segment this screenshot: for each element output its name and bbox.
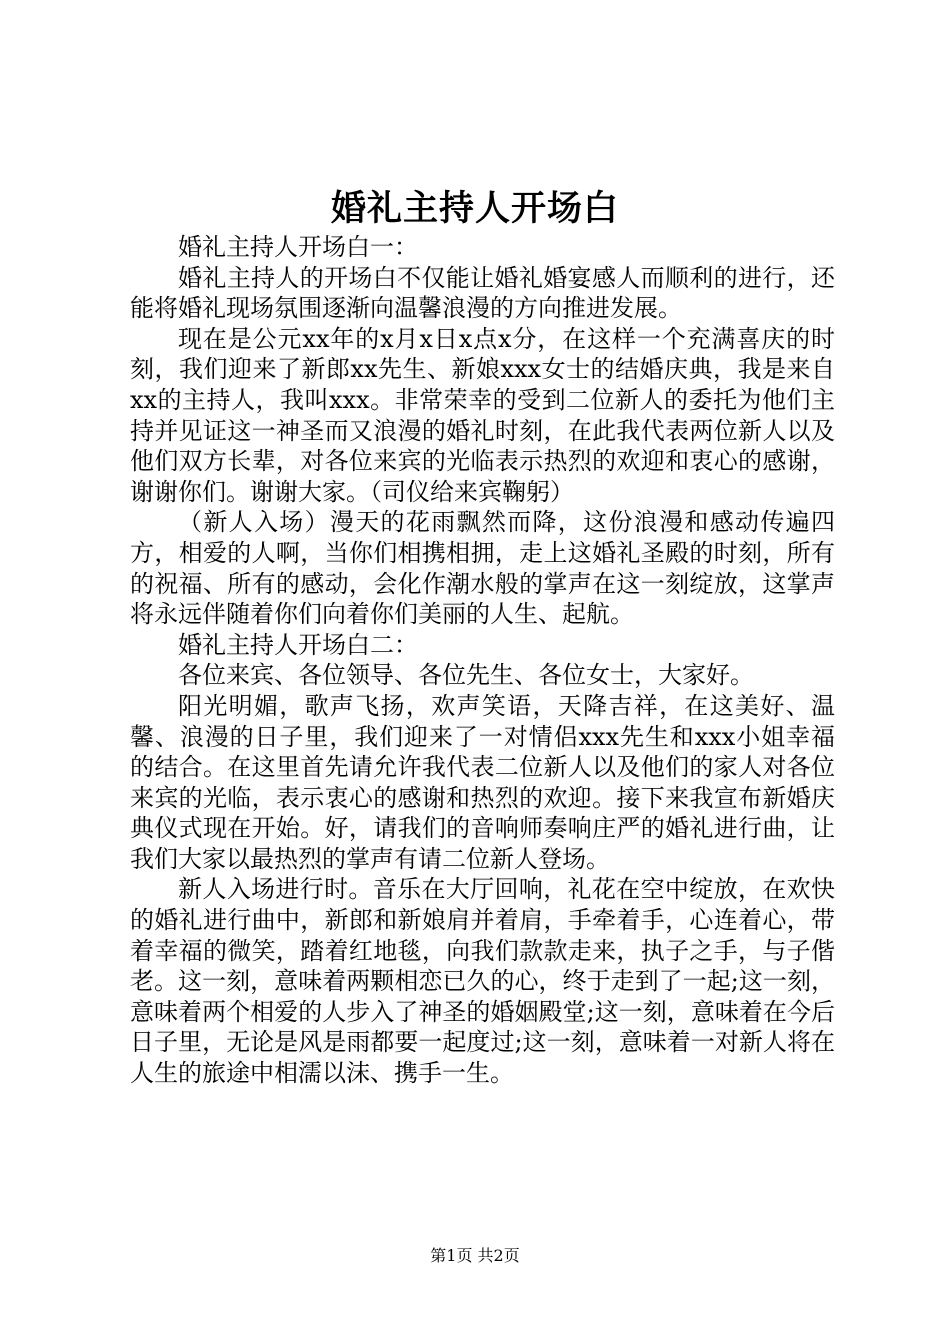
- section-heading-2: 婚礼主持人开场白二：: [178, 630, 418, 659]
- body-paragraph: 现在是公元xx年的x月x日x点x分，在这样一个充满喜庆的时刻，我们迎来了新郎xx先生、新娘xxx女士的结婚庆典，我是来自xx的主持人，我叫xxx。非常荣幸的受到二位新人的委托为他们主持并见证这一神圣而又浪漫的婚礼时刻，在此我代表两位新人以及他们双方长辈，对各位来宾的光临表示热烈的欢迎和衷心的感谢，谢谢你们。谢谢大家。（司仪给来宾鞠躬）: [130, 324, 835, 506]
- section-heading-1: 婚礼主持人开场白一：: [178, 233, 418, 261]
- body-paragraph: 新人入场进行时。音乐在大厅回响，礼花在空中绽放，在欢快的婚礼进行曲中，新郎和新娘肩并着肩，手牵着手，心连着心，带着幸福的微笑，踏着红地毯，向我们款款走来，执子之手，与子偕老。这一刻，意味着两颗相恋已久的心，终于走到了一起;这一刻，意味着两个相爱的人步入了神圣的婚姻殿堂;这一刻，意味着在今后日子里，无论是风是雨都要一起度过;这一刻，意味着一对新人将在人生的旅途中相濡以沫、携手一生。: [130, 875, 835, 1088]
- body-paragraph: （新人入场）漫天的花雨飘然而降，这份浪漫和感动传遍四方，相爱的人啊，当你们相携相拥，走上这婚礼圣殿的时刻，所有的祝福、所有的感动，会化作潮水般的掌声在这一刻绽放，这掌声将永远伴随着你们向着你们美丽的人生、起航。: [130, 508, 835, 629]
- body-paragraph: 婚礼主持人的开场白不仅能让婚礼婚宴感人而顺利的进行，还能将婚礼现场氛围逐渐向温馨浪漫的方向推进发展。: [130, 263, 835, 323]
- body-paragraph: 各位来宾、各位领导、各位先生、各位女士，大家好。: [178, 661, 754, 690]
- body-paragraph: 阳光明媚，歌声飞扬，欢声笑语，天降吉祥，在这美好、温馨、浪漫的日子里，我们迎来了一对情侣xxx先生和xxx小姐幸福的结合。在这里首先请允许我代表二位新人以及他们的家人对各位来宾的光临，表示衷心的感谢和热烈的欢迎。接下来我宣布新婚庆典仪式现在开始。好，请我们的音响师奏响庄严的婚礼进行曲，让我们大家以最热烈的掌声有请二位新人登场。: [130, 691, 835, 873]
- page-title: 婚礼主持人开场白: [330, 188, 619, 229]
- page-number-footer: 第1页 共2页: [430, 1246, 520, 1265]
- document-body: [130, 232, 835, 1089]
